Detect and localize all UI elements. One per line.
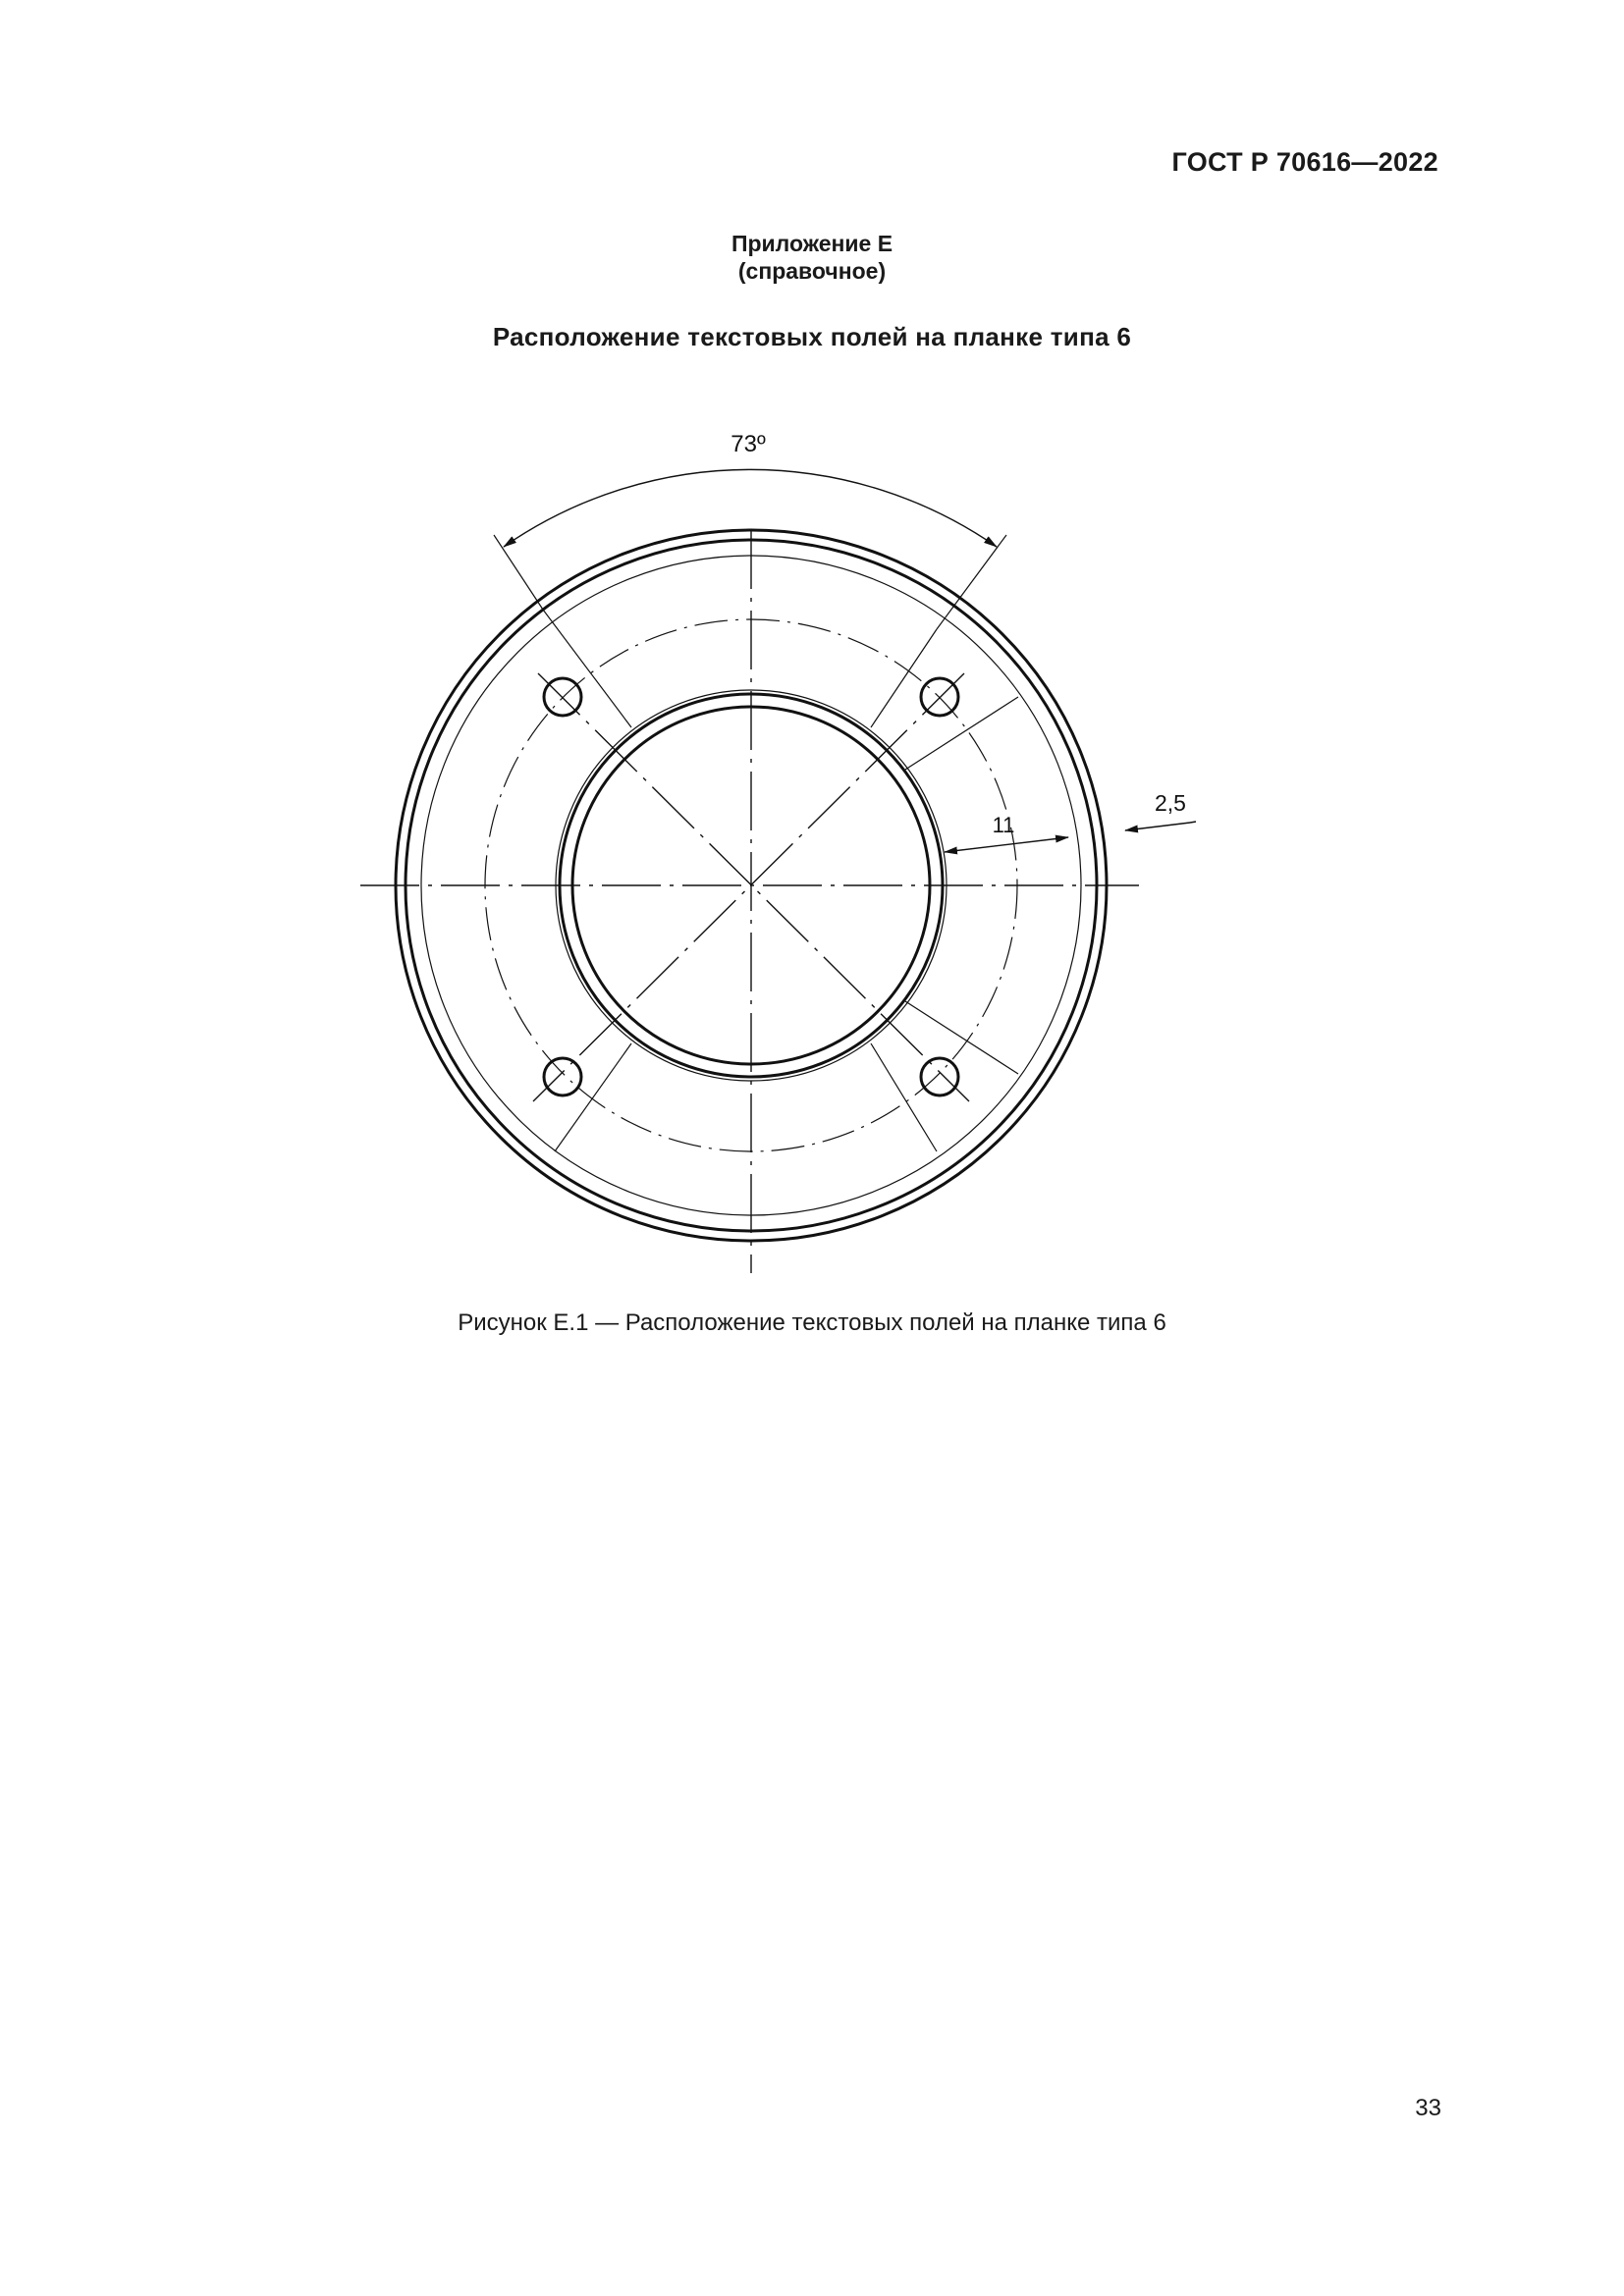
annex-status: (справочное) bbox=[737, 258, 887, 284]
diagonal-center-line-b bbox=[533, 673, 964, 1101]
right-field-bottom-edge bbox=[905, 1001, 1018, 1074]
document-code: ГОСТ Р 70616—2022 bbox=[1171, 147, 1438, 177]
right-field-top-edge bbox=[905, 697, 1018, 770]
drawing-body bbox=[360, 469, 1196, 1273]
dimension-line-2-5 bbox=[1125, 823, 1190, 830]
dimension-label-11: 11 bbox=[992, 813, 1015, 837]
dimension-label-2-5: 2,5 bbox=[1155, 790, 1186, 816]
bolt-hole-bottom-left bbox=[544, 1058, 581, 1095]
dimension-leader-2-5 bbox=[1190, 822, 1196, 823]
top-field-left-edge bbox=[543, 610, 631, 727]
bolt-hole-bottom-right bbox=[921, 1058, 958, 1095]
angle-extension-right bbox=[937, 535, 1006, 629]
angle-extension-left bbox=[494, 535, 543, 610]
annex-label: Приложение Е bbox=[731, 231, 893, 256]
angle-dimension-arc bbox=[504, 469, 997, 547]
page-number: 33 bbox=[1415, 2095, 1441, 2121]
figure-caption: Рисунок Е.1 — Расположение текстовых полей на планке типа 6 bbox=[458, 1309, 1166, 1336]
center-lines bbox=[360, 530, 1139, 1273]
bottom-field-right-edge bbox=[871, 1043, 937, 1151]
section-title: Расположение текстовых полей на планке типа 6 bbox=[492, 322, 1132, 351]
diagonal-center-line-a bbox=[538, 673, 969, 1101]
dimension-line-11 bbox=[945, 837, 1068, 852]
angle-label: 73º bbox=[731, 431, 766, 457]
top-field-right-edge bbox=[871, 629, 937, 727]
